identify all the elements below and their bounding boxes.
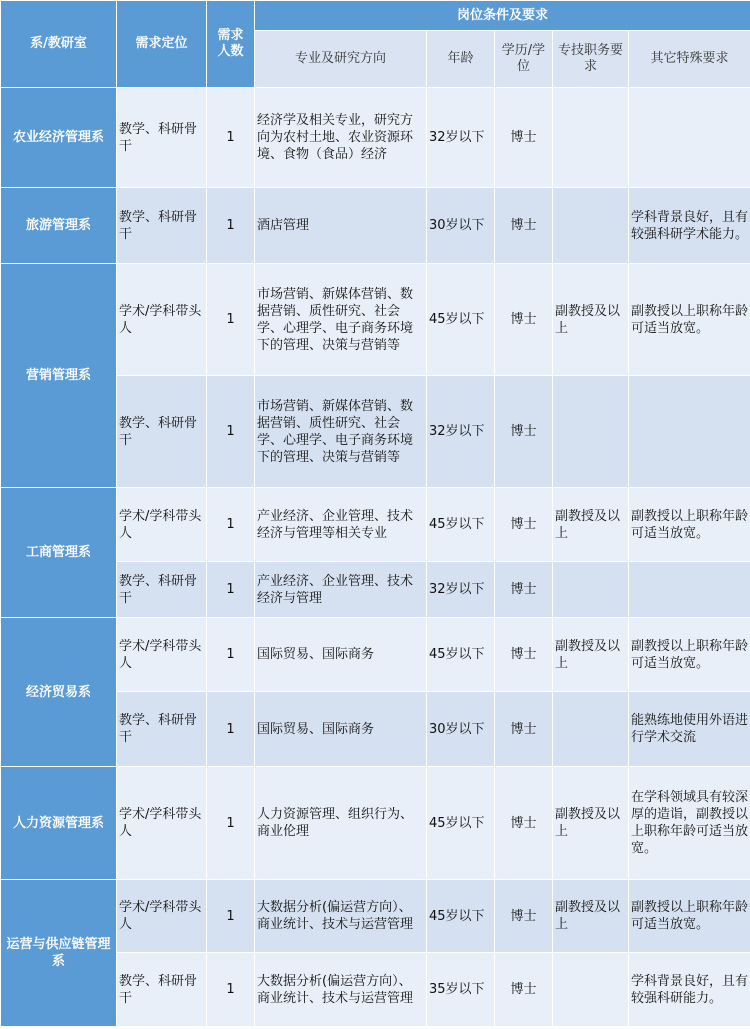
age-cell: 30岁以下 (427, 188, 495, 264)
major-cell: 市场营销、新媒体营销、数据营销、质性研究、社会学、心理学、电子商务环境下的管理、决策与营销等 (255, 264, 427, 376)
table-row (1, 767, 750, 880)
position-cell: 教学、科研骨干 (117, 376, 207, 488)
count-cell: 1 (207, 562, 255, 618)
table-row (1, 264, 750, 376)
age-cell: 32岁以下 (427, 562, 495, 618)
position-cell: 学术/学科带头人 (117, 488, 207, 562)
edu-cell: 博士 (495, 562, 553, 618)
position-cell: 教学、科研骨干 (117, 88, 207, 188)
table-row (1, 88, 750, 188)
count-cell: 1 (207, 767, 255, 880)
title-cell (553, 88, 629, 188)
header-dept: 系/教研室 (1, 1, 117, 88)
count-cell: 1 (207, 488, 255, 562)
major-cell: 人力资源管理、组织行为、商业伦理 (255, 767, 427, 880)
position-cell: 学术/学科带头人 (117, 618, 207, 692)
table-row (1, 488, 750, 562)
age-cell: 45岁以下 (427, 488, 495, 562)
table-row (1, 618, 750, 692)
other-cell: 副教授以上职称年龄可适当放宽。 (629, 264, 750, 376)
position-cell: 教学、科研骨干 (117, 562, 207, 618)
edu-cell: 博士 (495, 88, 553, 188)
title-cell (553, 692, 629, 767)
header-edu: 学历/学位 (495, 31, 553, 88)
edu-cell: 博士 (495, 692, 553, 767)
table-row (1, 188, 750, 264)
age-cell: 45岁以下 (427, 264, 495, 376)
major-cell: 国际贸易、国际商务 (255, 618, 427, 692)
edu-cell: 博士 (495, 953, 553, 1027)
major-cell: 产业经济、企业管理、技术经济与管理 (255, 562, 427, 618)
major-cell: 产业经济、企业管理、技术经济与管理等相关专业 (255, 488, 427, 562)
title-cell (553, 562, 629, 618)
position-cell: 学术/学科带头人 (117, 767, 207, 880)
title-cell: 副教授及以上 (553, 880, 629, 953)
other-cell: 能熟练地使用外语进行学术交流 (629, 692, 750, 767)
dept-cell: 人力资源管理系 (1, 767, 117, 880)
other-cell: 副教授以上职称年龄可适当放宽。 (629, 618, 750, 692)
position-cell: 教学、科研骨干 (117, 692, 207, 767)
other-cell (629, 376, 750, 488)
title-cell: 副教授及以上 (553, 767, 629, 880)
header-group: 岗位条件及要求 (255, 1, 750, 31)
count-cell: 1 (207, 692, 255, 767)
dept-cell: 工商管理系 (1, 488, 117, 618)
dept-cell: 旅游管理系 (1, 188, 117, 264)
edu-cell: 博士 (495, 488, 553, 562)
position-cell: 学术/学科带头人 (117, 264, 207, 376)
edu-cell: 博士 (495, 767, 553, 880)
count-cell: 1 (207, 880, 255, 953)
count-cell: 1 (207, 953, 255, 1027)
other-cell: 学科背景良好，且有较强科研学术能力。 (629, 188, 750, 264)
title-cell: 副教授及以上 (553, 264, 629, 376)
edu-cell: 博士 (495, 188, 553, 264)
count-cell: 1 (207, 264, 255, 376)
title-cell (553, 188, 629, 264)
other-cell: 学科背景良好，且有较强科研能力。 (629, 953, 750, 1027)
other-cell: 副教授以上职称年龄可适当放宽。 (629, 880, 750, 953)
edu-cell: 博士 (495, 880, 553, 953)
header-title: 专技职务要求 (553, 31, 629, 88)
other-cell (629, 562, 750, 618)
table-row (1, 880, 750, 953)
title-cell: 副教授及以上 (553, 488, 629, 562)
edu-cell: 博士 (495, 618, 553, 692)
dept-cell: 营销管理系 (1, 264, 117, 488)
major-cell: 国际贸易、国际商务 (255, 692, 427, 767)
dept-cell: 经济贸易系 (1, 618, 117, 767)
age-cell: 35岁以下 (427, 953, 495, 1027)
title-cell (553, 953, 629, 1027)
header-count: 需求人数 (207, 1, 255, 88)
count-cell: 1 (207, 88, 255, 188)
major-cell: 大数据分析(偏运营方向）、商业统计、技术与运营管理 (255, 880, 427, 953)
major-cell: 经济学及相关专业，研究方向为农村土地、农业资源环境、食物（食品）经济 (255, 88, 427, 188)
other-cell: 副教授以上职称年龄可适当放宽。 (629, 488, 750, 562)
dept-cell: 农业经济管理系 (1, 88, 117, 188)
title-cell (553, 376, 629, 488)
age-cell: 45岁以下 (427, 767, 495, 880)
title-cell: 副教授及以上 (553, 618, 629, 692)
dept-cell: 运营与供应链管理系 (1, 880, 117, 1027)
header-age: 年龄 (427, 31, 495, 88)
major-cell: 市场营销、新媒体营销、数据营销、质性研究、社会学、心理学、电子商务环境下的管理、决策与营销等 (255, 376, 427, 488)
age-cell: 30岁以下 (427, 692, 495, 767)
count-cell: 1 (207, 376, 255, 488)
other-cell: 在学科领域具有较深厚的造诣，副教授以上职称年龄可适当放宽。 (629, 767, 750, 880)
header-other: 其它特殊要求 (629, 31, 750, 88)
age-cell: 45岁以下 (427, 880, 495, 953)
age-cell: 45岁以下 (427, 618, 495, 692)
header-major: 专业及研究方向 (255, 31, 427, 88)
header-position: 需求定位 (117, 1, 207, 88)
other-cell (629, 88, 750, 188)
age-cell: 32岁以下 (427, 88, 495, 188)
count-cell: 1 (207, 618, 255, 692)
edu-cell: 博士 (495, 376, 553, 488)
edu-cell: 博士 (495, 264, 553, 376)
major-cell: 大数据分析(偏运营方向）、商业统计、技术与运营管理 (255, 953, 427, 1027)
position-cell: 教学、科研骨干 (117, 188, 207, 264)
age-cell: 32岁以下 (427, 376, 495, 488)
position-cell: 教学、科研骨干 (117, 953, 207, 1027)
major-cell: 酒店管理 (255, 188, 427, 264)
position-cell: 学术/学科带头人 (117, 880, 207, 953)
count-cell: 1 (207, 188, 255, 264)
